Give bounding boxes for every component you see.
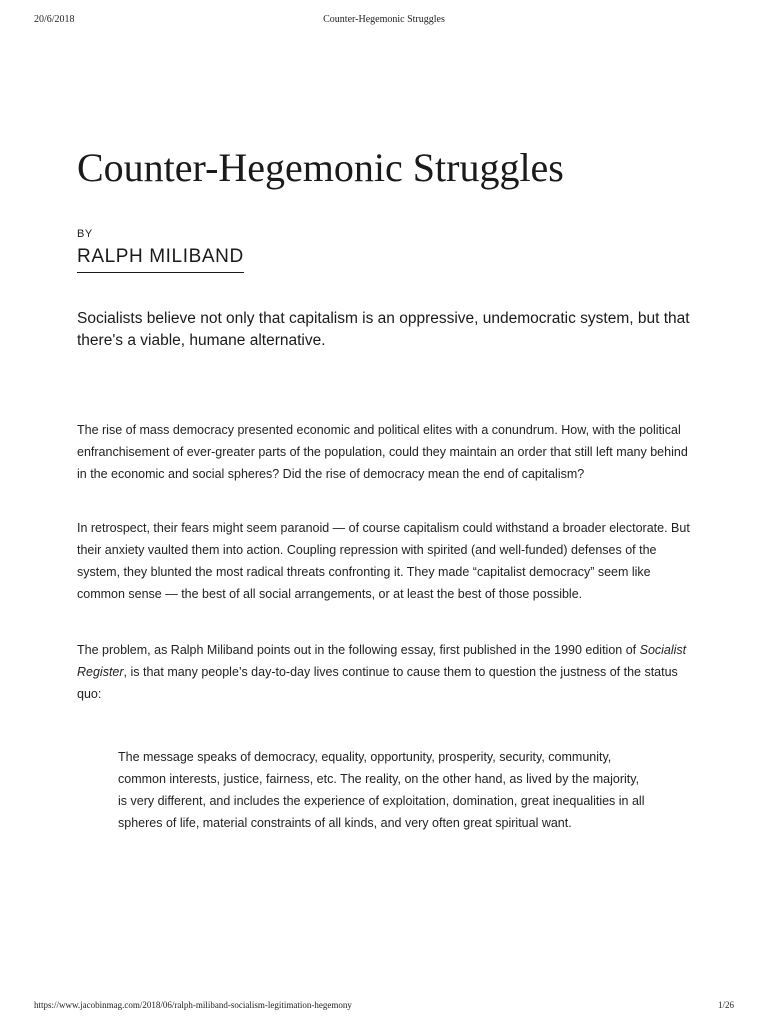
body-paragraph-3 bbox=[77, 639, 697, 705]
print-doc-title: Counter-Hegemonic Struggles bbox=[323, 14, 445, 25]
article-dek: Socialists believe not only that capitalism is an oppressive, undemocratic system, but that there's a viable, humane alternative. bbox=[77, 310, 690, 349]
p3-text-before: The problem, as Ralph Miliband points out in the following essay, first published in the 1990 edition of bbox=[77, 643, 640, 657]
print-footer bbox=[34, 1000, 734, 1014]
publication-name: Socialist Register bbox=[77, 643, 687, 679]
body-paragraph-1: The rise of mass democracy presented economic and political elites with a conundrum. How, with the political enfranchisement of ever-greater parts of the population, could they maintain an order that still left many behind in the economic and social spheres? Did the rise of democracy mean the end of capitalism? bbox=[77, 423, 688, 481]
blockquote: The message speaks of democracy, equality, opportunity, prosperity, security, community, common interests, justice, fairness, etc. The reality, on the other hand, as lived by the majority, is very different, and includes the experience of exploitation, domination, great inequalities in all spheres of life, material constraints of all kinds, and very often great spiritual want. bbox=[118, 750, 645, 830]
print-date: 20/6/2018 bbox=[34, 14, 75, 25]
author-link[interactable]: RALPH MILIBAND bbox=[77, 246, 244, 273]
byline-label: BY bbox=[77, 228, 93, 240]
print-header bbox=[34, 14, 734, 28]
p3-text-after: , is that many people’s day-to-day lives continue to cause them to question the justness of the status quo: bbox=[77, 665, 678, 701]
article bbox=[77, 140, 697, 830]
article-title: Counter-Hegemonic Struggles bbox=[77, 145, 564, 190]
page-number: 1/26 bbox=[717, 1000, 734, 1010]
page-url[interactable]: https://www.jacobinmag.com/2018/06/ralph-miliband-socialism-legitimation-hegemony bbox=[34, 1000, 352, 1010]
body-paragraph-2: In retrospect, their fears might seem paranoid — of course capitalism could withstand a broader electorate. But their anxiety vaulted them into action. Coupling repression with spirited (and well-funded) defenses of the system, they blunted the most radical threats confronting it. They made “capitalist democracy” seem like common sense — the best of all social arrangements, or at least the best of those possible. bbox=[77, 521, 690, 601]
